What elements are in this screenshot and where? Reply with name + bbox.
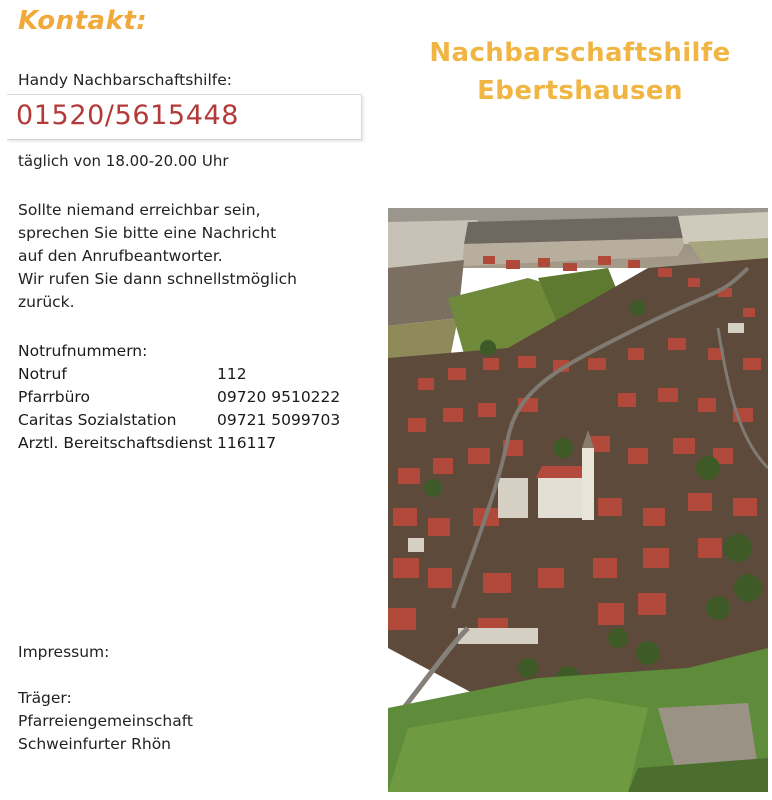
emergency-row <box>18 363 340 386</box>
message-line: zurück. <box>18 293 75 311</box>
village-aerial-photo <box>388 208 768 792</box>
phone-number[interactable]: 01520/5615448 <box>16 100 240 131</box>
message-line: sprechen Sie bitte eine Nachricht <box>18 224 277 242</box>
traeger-line: Schweinfurter Rhön <box>18 735 171 753</box>
message-line: Sollte niemand erreichbar sein, <box>18 201 261 219</box>
emergency-row <box>18 409 340 432</box>
emergency-label: Caritas Sozialstation <box>18 411 177 429</box>
hours-text: täglich von 18.00-20.00 Uhr <box>18 152 229 170</box>
emergency-number[interactable]: 112 <box>217 365 247 383</box>
message-line: Wir rufen Sie dann schnellstmöglich <box>18 270 297 288</box>
emergency-heading <box>18 340 340 363</box>
emergency-label: Notruf <box>18 365 67 383</box>
emergency-row <box>18 386 340 409</box>
emergency-number[interactable]: 09721 5099703 <box>217 411 341 429</box>
message-line: auf den Anrufbeantworter. <box>18 247 223 265</box>
emergency-label: Pfarrbüro <box>18 388 90 406</box>
traeger-label: Träger: <box>18 689 72 707</box>
emergency-row <box>18 432 340 455</box>
phone-label: Handy Nachbarschaftshilfe: <box>18 71 232 89</box>
emergency-numbers <box>18 340 340 455</box>
contact-heading: Kontakt: <box>18 6 148 36</box>
title-line: Nachbarschaftshilfe <box>429 38 731 68</box>
emergency-heading-text: Notrufnummern: <box>18 342 148 360</box>
emergency-label: Arztl. Bereitschaftsdienst <box>18 434 213 452</box>
emergency-number[interactable]: 116117 <box>217 434 277 452</box>
traeger-line: Pfarreiengemeinschaft <box>18 712 193 730</box>
title-line: Ebertshausen <box>477 76 683 106</box>
impressum-heading: Impressum: <box>18 643 110 661</box>
page-title <box>388 34 772 110</box>
emergency-number[interactable]: 09720 9510222 <box>217 388 341 406</box>
